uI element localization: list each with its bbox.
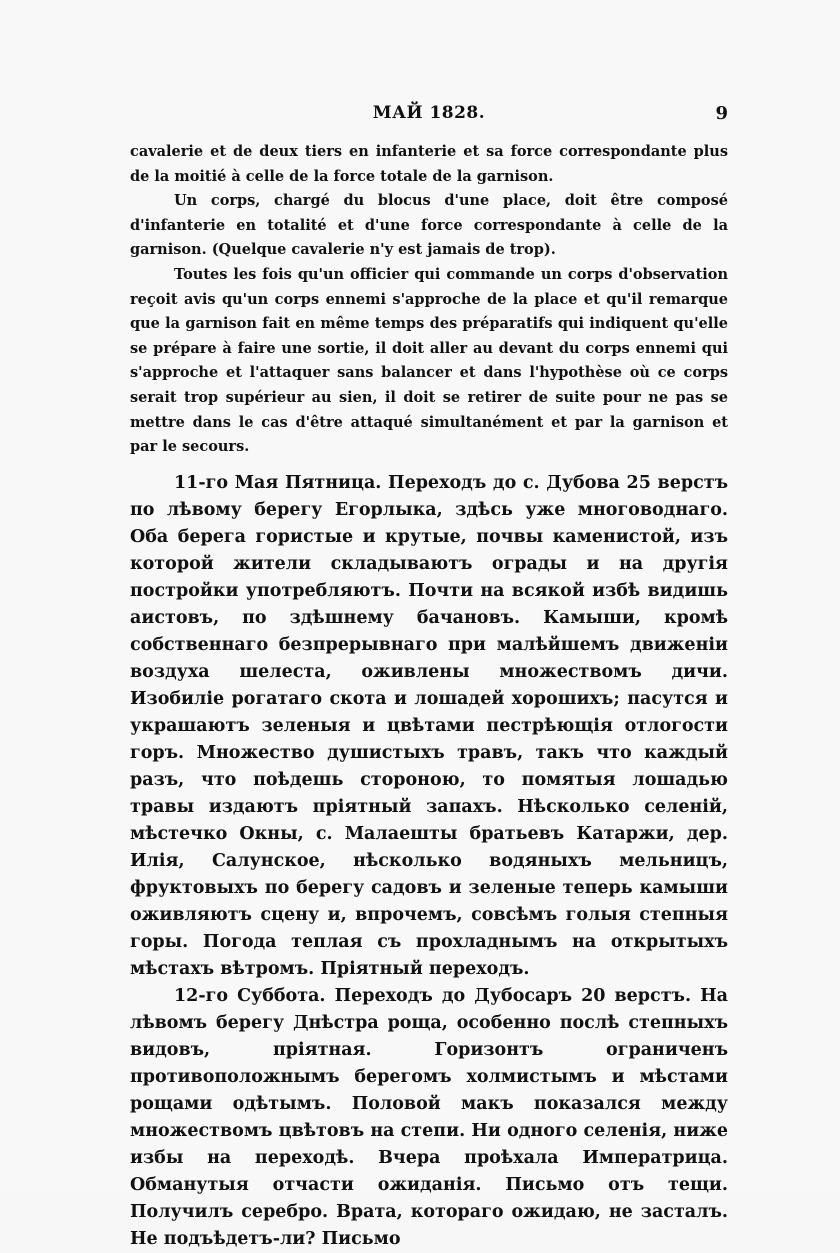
french-paragraph-2: Un corps, chargé du blocus d'une place, doit être composé d'infanterie en totalité et d'une force correspondante à celle de la garnison. (Quelque cavalerie n'y est jamais de trop). bbox=[130, 192, 728, 259]
french-paragraph-1: cavalerie et de deux tiers en infanterie et sa force correspondante plus de la moitié à celle de la force totale de la garnison. bbox=[130, 143, 728, 185]
diary-entry-may-12: 12-го Суббота. Переходъ до Дубосаръ 20 верстъ. На лѣвомъ берегу Днѣстра роща, особенно послѣ степныхъ видовъ, пріятная. Горизонтъ ограниченъ противоположнымъ берегомъ холмистымъ и мѣстами рощами одѣтымъ. Половой макъ показался между множествомъ цвѣтовъ на степи. Ни одного селенія, ниже избы на переходѣ. Вчера проѣхала Императрица. Обманутыя отчасти ожиданія. Письмо отъ тещи. Получилъ серебро. Врата, котораго ожидаю, не засталъ. Не подъѣдетъ-ли? Письмо bbox=[130, 985, 728, 1249]
french-passage bbox=[130, 140, 728, 460]
running-head bbox=[130, 103, 728, 129]
page-number: 9 bbox=[715, 103, 728, 124]
russian-passage bbox=[130, 470, 728, 1253]
diary-entry-may-11: 11-го Мая Пятница. Переходъ до с. Дубова 25 верстъ по лѣвому берегу Егорлыка, здѣсь уже многоводнаго. Оба берега гористые и крутые, почвы каменистой, изъ которой жители складываютъ ограды и на другія постройки употребляютъ. Почти на всякой избѣ видишь аистовъ, по здѣшнему бачановъ. Камыши, кромѣ собственнаго безпрерывнаго при малѣйшемъ движеніи воздуха шелеста, оживлены множествомъ дичи. Изобиліе рогатаго скота и лошадей хорошихъ; пасутся и украшаютъ зеленыя и цвѣтами пестрѣющія отлогости горъ. Множество душистыхъ травъ, такъ что каждый разъ, что поѣдешь стороною, то помятыя лошадью травы издаютъ пріятный запахъ. Нѣсколько селеній, мѣстечко Окны, с. Малаешты братьевъ Катаржи, дер. Илія, Салунское, нѣсколько водяныхъ мельницъ, фруктовыхъ по берегу садовъ и зеленые теперь камыши оживляютъ сцену и, впрочемъ, совсѣмъ голыя степныя горы. Погода теплая съ прохладнымъ на открытыхъ мѣстахъ вѣтромъ. Пріятный переходъ. bbox=[130, 472, 728, 979]
page-body bbox=[130, 140, 728, 1253]
french-paragraph-3: Toutes les fois qu'un officier qui commande un corps d'observation reçoit avis qu'un corps ennemi s'approche de la place et qu'il remarque que la garnison fait en même temps des préparatifs qui indiquent qu'elle se prépare à faire une sortie, il doit aller au devant du corps ennemi qui s'approche et l'attaquer sans balancer et dans l'hypothèse où ce corps serait trop supérieur au sien, il doit se retirer de suite pour ne pas se mettre dans le cas d'être attaqué simultanément et par la garnison et par le secours. bbox=[130, 265, 728, 456]
running-head-title: МАЙ 1828. bbox=[372, 103, 486, 123]
